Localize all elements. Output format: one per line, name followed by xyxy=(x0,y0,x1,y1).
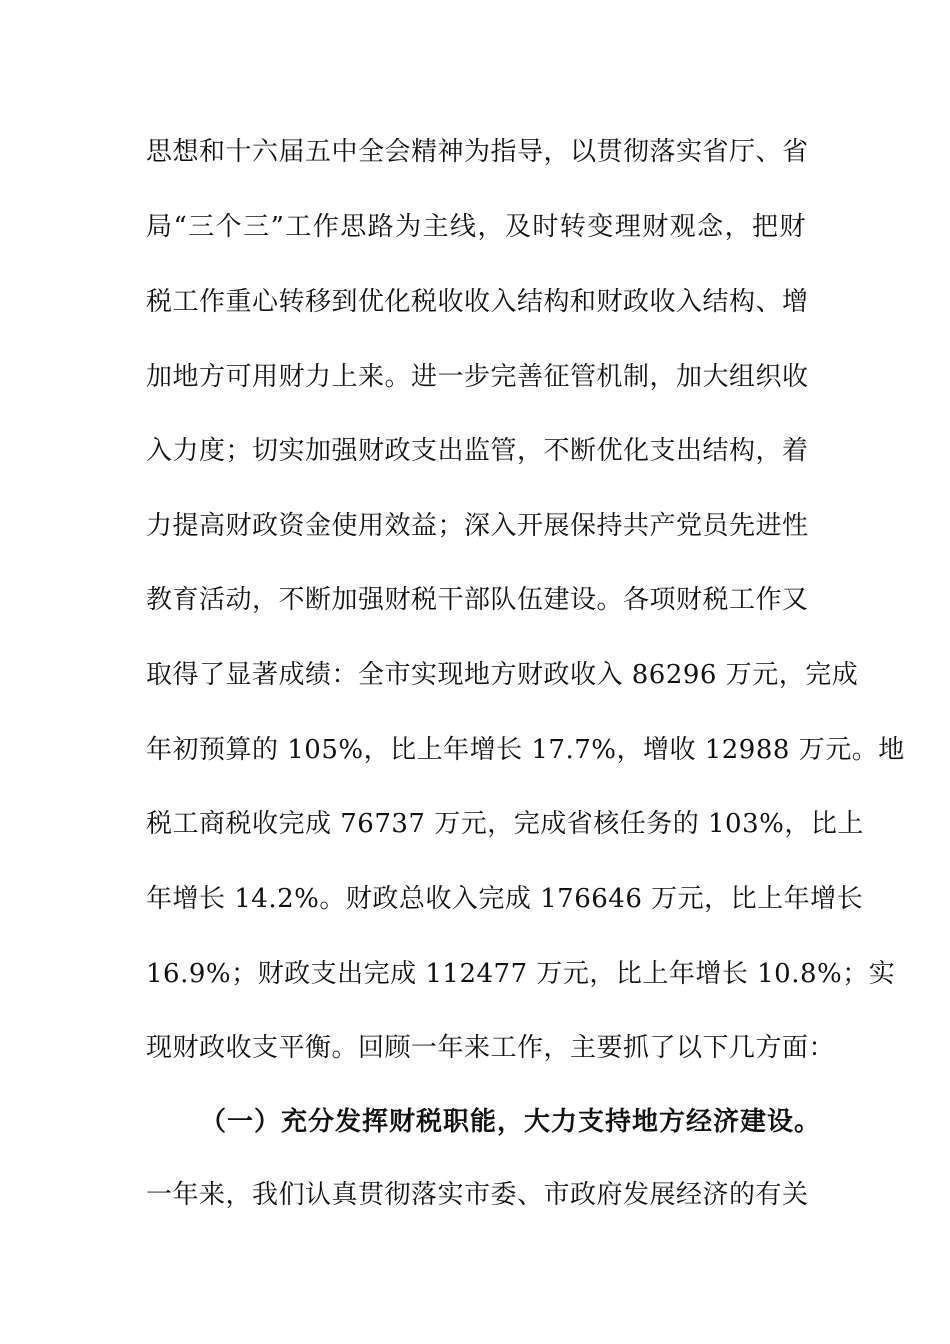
paragraph-line: 思想和十六届五中全会精神为指导，以贯彻落实省厅、省 xyxy=(146,137,809,167)
section-heading: （一）充分发挥财税职能，大力支持地方经济建设。 xyxy=(200,1107,822,1137)
paragraph-line: 一年来，我们认真贯彻落实市委、市政府发展经济的有关 xyxy=(146,1180,809,1210)
paragraph-line: 取得了显著成绩：全市实现地方财政收入 86296 万元，完成 xyxy=(146,660,859,690)
paragraph-line: 税工作重心转移到优化税收收入结构和财政收入结构、增 xyxy=(146,287,809,317)
paragraph-line: 力提高财政资金使用效益；深入开展保持共产党员先进性 xyxy=(146,511,809,541)
paragraph-line: 年初预算的 105%，比上年增长 17.7%，增收 12988 万元。地 xyxy=(146,735,905,765)
paragraph-line: 入力度；切实加强财政支出监管，不断优化支出结构，着 xyxy=(146,436,809,466)
paragraph-line: 教育活动，不断加强财税干部队伍建设。各项财税工作又 xyxy=(146,585,809,615)
paragraph-line: 加地方可用财力上来。进一步完善征管机制，加大组织收 xyxy=(146,362,809,392)
paragraph-line: 年增长 14.2%。财政总收入完成 176646 万元，比上年增长 xyxy=(146,884,864,914)
paragraph-line: 16.9%；财政支出完成 112477 万元，比上年增长 10.8%；实 xyxy=(146,959,896,989)
paragraph-line: 税工商税收完成 76737 万元，完成省核任务的 103%，比上 xyxy=(146,809,864,839)
paragraph-line: 现财政收支平衡。回顾一年来工作，主要抓了以下几方面： xyxy=(146,1033,836,1063)
paragraph-line: 局“三个三”工作思路为主线，及时转变理财观念，把财 xyxy=(146,212,806,242)
